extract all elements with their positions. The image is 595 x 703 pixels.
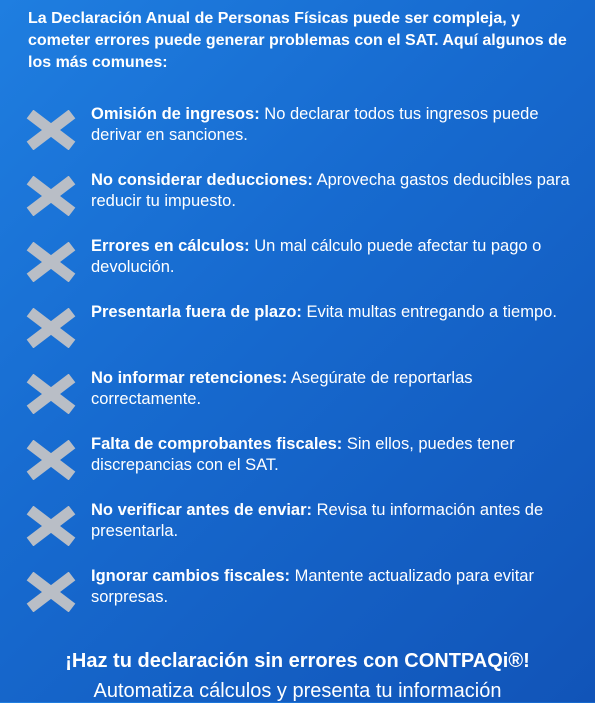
x-icon [26,110,76,150]
item-text [91,104,571,146]
list-item [0,237,595,302]
item-description: Aprovecha gastos deducibles para reducir tu impuesto. [91,171,570,210]
item-text [91,302,571,323]
list-item [0,501,595,566]
list-item [0,303,595,368]
item-text [91,434,571,476]
cta-subline: Automatiza cálculos y presenta tu información [93,680,502,702]
item-title: No considerar deducciones: [91,171,313,189]
x-icon [26,572,76,612]
list-item [0,171,595,236]
item-description: Revisa tu información antes de presentarla. [91,501,544,540]
item-description: Sin ellos, puedes tener discrepancias con el SAT. [91,435,515,474]
item-description: Evita multas entregando a tiempo. [301,303,557,321]
item-title: No informar retenciones: [91,369,288,387]
x-icon [26,308,76,348]
item-title: Presentarla fuera de plazo: [91,303,302,321]
item-text [91,170,571,212]
item-description: Asegúrate de reportarlas correctamente. [91,369,473,408]
x-icon [26,374,76,414]
item-description: Mantente actualizado para evitar sorpresas. [91,567,534,606]
item-title: Errores en cálculos: [91,237,250,255]
x-icon [26,242,76,282]
item-description: Un mal cálculo puede afectar tu pago o devolución. [91,237,542,276]
x-icon [26,506,76,546]
item-title: Omisión de ingresos: [91,105,260,123]
item-text [91,500,571,542]
cta-headline: ¡Haz tu declaración sin errores con CONTPAQi®! [65,650,530,672]
list-item [0,105,595,170]
item-title: No verificar antes de enviar: [91,501,313,519]
x-icon [26,440,76,480]
item-text [91,368,571,410]
list-item [0,369,595,434]
item-title: Ignorar cambios fiscales: [91,567,290,585]
x-icon [26,176,76,216]
item-text [91,236,571,278]
intro-paragraph: La Declaración Anual de Personas Físicas puede ser compleja, y cometer errores puede generar problemas con el SAT. Aquí algunos de los más comunes: [28,10,567,71]
list-item [0,435,595,500]
item-text [91,566,571,608]
list-item [0,567,595,632]
item-title: Falta de comprobantes fiscales: [91,435,343,453]
item-description: No declarar todos tus ingresos puede derivar en sanciones. [91,105,539,144]
